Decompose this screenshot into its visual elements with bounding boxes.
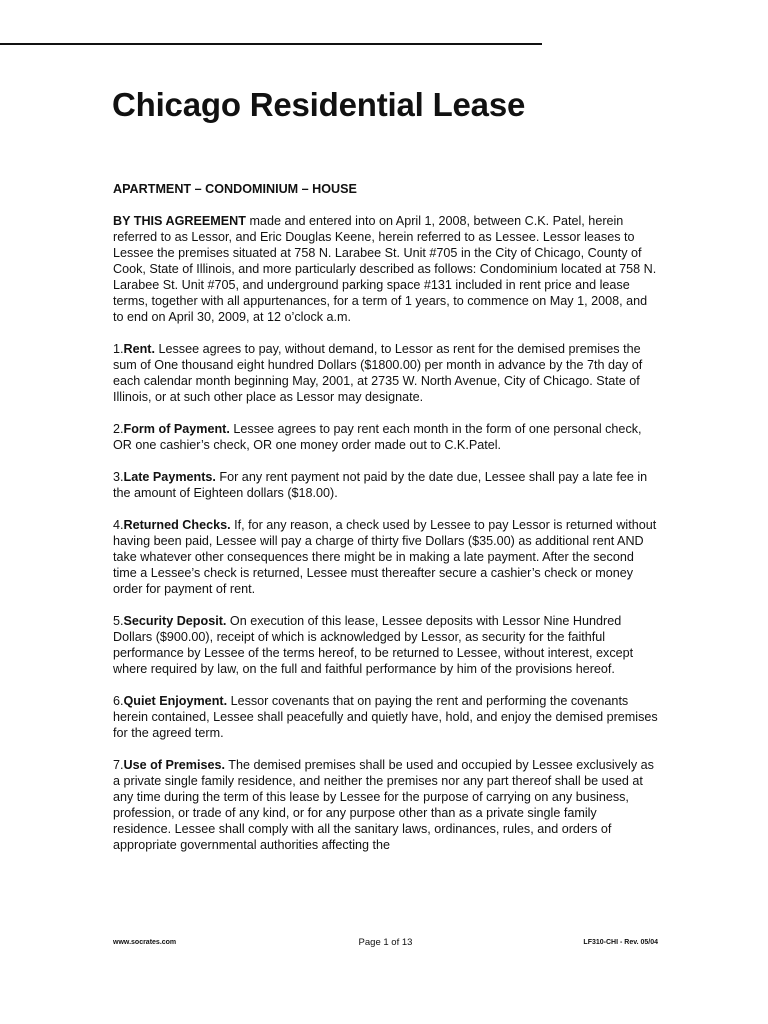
document-subtitle: APARTMENT – CONDOMINIUM – HOUSE — [113, 182, 357, 196]
section-late-payments — [113, 469, 658, 501]
section-heading: Rent. — [123, 342, 155, 356]
section-number: 6. — [113, 694, 124, 708]
section-number: 2. — [113, 422, 124, 436]
section-heading: Form of Payment. — [123, 422, 230, 436]
intro-paragraph — [113, 213, 658, 325]
section-text: Lessee agrees to pay rent each month in the form of one personal check, OR one cashier’s check, OR one money order made out to C.K.Patel. — [113, 422, 642, 452]
section-text: Lessee agrees to pay, without demand, to Lessor as rent for the demised premises the sum of One thousand eight hundred Dollars ($1800.00) per month in advance by the 7th day of each calendar month beginning May, 2001, at 2735 W. North Avenue, City of Chicago. State of Illinois, or at such other place as Lessor may designate. — [113, 342, 643, 404]
footer-page-number: Page 1 of 13 — [358, 937, 413, 948]
section-text: On execution of this lease, Lessee deposits with Lessor Nine Hundred Dollars ($900.00), receipt of which is acknowledged by Lessor, as security for the faithful performance by Lessee of the terms hereof, to be returned to Lessee, without interest, except where required by law, on the full and faithful performance by him of the provisions hereof. — [113, 614, 634, 676]
section-number: 7. — [113, 758, 124, 772]
section-text: The demised premises shall be used and occupied by Lessee exclusively as a private single family residence, and neither the premises nor any part thereof shall be used at any time during the term of this lease by Lessee for the purpose of carrying on any business, profession, or trade of any kind, or for any purpose other than as a private single family residence. Lessee shall comply with all the sanitary laws, ordinances, rules, and orders of appropriate governmental authorities affecting the — [113, 758, 654, 852]
section-security-deposit — [113, 613, 658, 677]
section-heading: Security Deposit. — [123, 614, 227, 628]
section-heading: Quiet Enjoyment. — [123, 694, 228, 708]
page-title: Chicago Residential Lease — [112, 86, 526, 123]
section-number: 4. — [113, 518, 124, 532]
section-form-of-payment — [113, 421, 658, 453]
section-returned-checks — [113, 517, 658, 597]
section-text: For any rent payment not paid by the date due, Lessee shall pay a late fee in the amount of Eighteen dollars ($18.00). — [113, 470, 648, 500]
footer-form-code: LF310-CHI - Rev. 05/04 — [583, 939, 658, 946]
intro-lead: BY THIS AGREEMENT — [113, 214, 246, 228]
intro-text: made and entered into on April 1, 2008, between C.K. Patel, herein referred to as Lessor, and Eric Douglas Keene, herein referred to as Lessee. Lessor leases to Lessee the premises situated at 758 N. Larabee St. Unit #705 in the City of Chicago, County of Cook, State of Illinois, and more particularly described as follows: Condominium located at 758 N. Larabee St. Unit #705, and underground parking space #131 included in rent price and lease terms, together with all appurtenances, for a term of 1 years, to commence on May 1, 2008, and to end on April 30, 2009, at 12 o’clock a.m. — [113, 214, 657, 324]
footer-website: www.socrates.com — [113, 939, 177, 946]
page-footer — [113, 938, 658, 950]
section-heading: Late Payments. — [123, 470, 216, 484]
section-number: 5. — [113, 614, 124, 628]
section-text: Lessor covenants that on paying the rent and performing the covenants herein contained, Lessee shall peacefully and quietly have, hold, and enjoy the demised premises for the agreed term. — [113, 694, 658, 740]
section-number: 1. — [113, 342, 124, 356]
section-quiet-enjoyment — [113, 693, 658, 741]
document-body — [113, 181, 658, 869]
section-use-of-premises — [113, 757, 658, 853]
section-heading: Returned Checks. — [123, 518, 231, 532]
section-number: 3. — [113, 470, 124, 484]
section-rent — [113, 341, 658, 405]
top-rule — [0, 43, 542, 45]
section-heading: Use of Premises. — [123, 758, 226, 772]
section-text: If, for any reason, a check used by Lessee to pay Lessor is returned without having been paid, Lessee will pay a charge of thirty five Dollars ($35.00) as additional rent AND take whatever other consequences there might be in making a late payment. After the second time a Lessee’s check is returned, Lessee must thereafter secure a cashier’s check or money order for payment of rent. — [113, 518, 657, 596]
